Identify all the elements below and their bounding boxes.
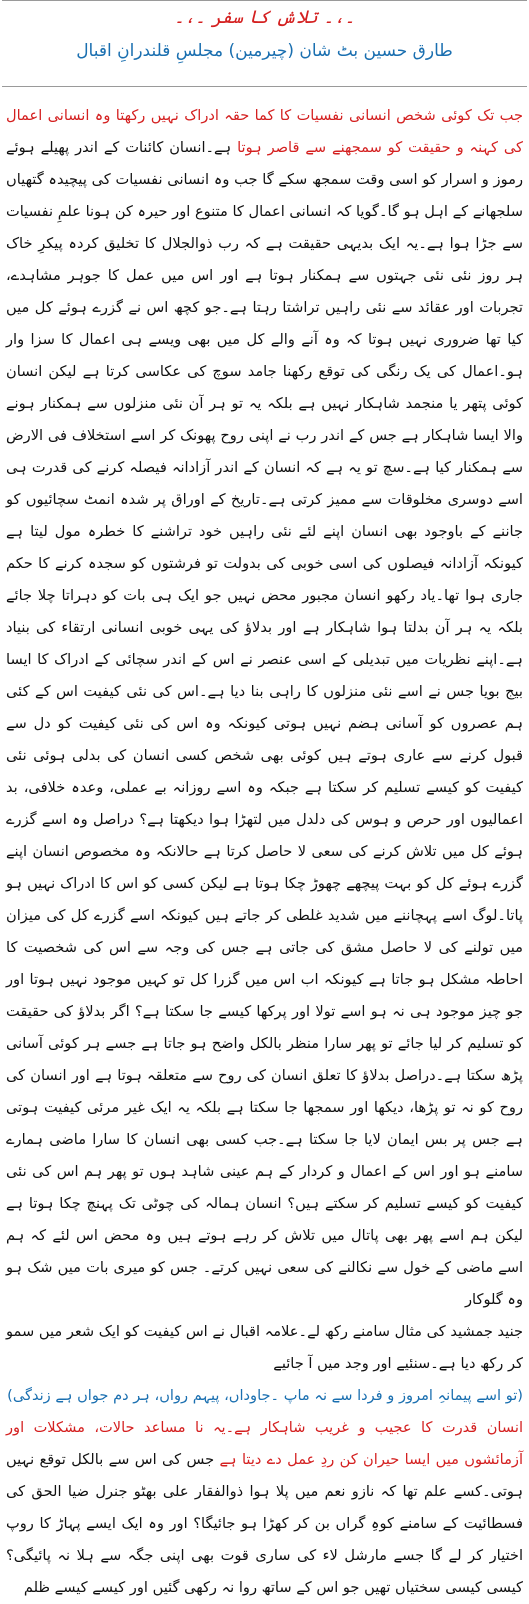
paragraph-2 [6, 1316, 523, 1380]
paragraph-3-text: جس کی اس سے بالکل توقع نہیں ہوتی۔کسے علم تھا کہ نازو نعم میں پلا ہوا ذوالفقار علی بھٹو جنرل ضیا الحق کی فسطائیت کے سامنے کوہِ گراں بن کر کھڑا ہو جائیگا؟ اور وہ ایک ایسے پہاڑ کا روپ اختیار کر لے گا جسے مارشل لاء کی ساری قوت بھی اپنی جگہ سے ہلا نہ پائیگی؟ کیسی کیسی سختیاں تھیں جو اس کے ساتھ روا نہ رکھی گئیں اور کیسے کیسے ظلم [6, 1451, 523, 1596]
paragraph-1 [6, 100, 523, 1316]
verse-text-blue: (تو اسے پیمانہِ امروز و فردا سے نہ ماپ ۔جاوداں، پیہم رواں، ہر دم جواں ہے زندگی) [7, 1387, 523, 1404]
header-divider [2, 86, 527, 87]
author-byline: طارق حسین بٹ شان (چیرمین) مجلسِ قلندرانِ اقبال [76, 41, 453, 61]
paragraph-1-text: ہے۔انسان کائنات کے اندر پھیلے ہوئے رموز و اسرار کو اسی وقت سمجھ سکے گا جب وہ انسانی نفسیات کی پیچیدہ گتھیاں سلجھانے کے اہل ہو گا۔گویا کہ انسانی اعمال کا متنوع اور حیرہ کن ہونا علمِ نفسیات سے جڑا ہوا ہے۔یہ ایک بدیہی حقیقت ہے کہ رب ذوالجلال کا تخلیق کردہ پیکرِ خاک ہر روز نئی نئی جہتوں سے ہمکنار ہوتا ہے اور اس میں عمل کا جوہر مشاہدے، تجربات اور عقائد سے نئی راہیں تراشتا رہتا ہے۔جو کچھ اس نے گزرے ہوئے کل میں کیا تھا ضروری نہیں ہوتا کہ وہ آنے والے کل میں بھی ویسے ہی اعمال کا سزا وار ہو۔اعمال کی یک رنگی کی توقع رکھنا جامد سوچ کی عکاسی کرتا ہے لیکن انسان کوئی پتھر یا منجمد شاہکار نہیں ہے بلکہ یہ تو ہر آن نئی منزلوں سے ہمکنار ہونے والا ایسا شاہکار ہے جس کے اندر رب نے اپنی روح پھونک کر اسے استخلاف فی الارض سے ہمکنار کیا ہے۔سچ تو یہ ہے کہ انسان کے اندر آزادانہ فیصلہ کرنے کی قدرت ہی اسے دوسری مخلوقات سے ممیز کرتی ہے۔تاریخ کے اوراق پر شدہ انمٹ سچائیوں کو جاننے کے باوجود بھی انسان اپنے لئے نئی راہیں خود تراشنے کا خطرہ مول لیتا ہے کیونکہ آزادانہ فیصلوں کی اسی خوبی کی بدولت تو فرشتوں کو سجدہ کرنے کا حکم جاری ہوا تھا۔یاد رکھو انسان مجبور محض نہیں جو ایک ہی بات کو دہراتا چلا جائے بلکہ یہ ہر آن بدلتا ہوا شاہکار ہے اور بدلاؤ کی یہی خوبی انسانی ارتقاء کی بنیاد ہے۔اپنے نظریات میں تبدیلی کے اسی عنصر نے اس کے اندر سچائی کے ادراک کا ایسا بیج بویا جس نے اسے نئی منزلوں کا راہی بنا دیا ہے۔اس کی نئی کیفیت اس کے کئی ہم عصروں کو آسانی ہضم نہیں ہوتی کیونکہ وہ اس کی نئی کیفیت کو دل سے قبول کرنے سے عاری ہوتے ہیں کوئی بھی شخص کسی انسان کی بدلی ہوئی نئی کیفیت کو کیسے تسلیم کر سکتا ہے جبکہ وہ اسے روزانہ بے عملی، وعدہ خلافی، بد اعمالیوں اور حرص و ہوس کی دلدل میں لتھڑا ہوا دیکھتا ہے؟ دراصل وہ اسے گزرے ہوئے کل میں تلاش کرنے کی سعی لا حاصل کرتا ہے حالانکہ وہ مخصوص انسان اپنے گزرے ہوئے کل کو بہت پیچھے چھوڑ چکا ہوتا ہے لیکن کسی کو اس کا ادراک نہیں ہو پاتا۔لوگ اسے پہچاننے میں شدید غلطی کر جاتے ہیں کیونکہ اسے گزرے کل کی میزان میں تولنے کی لا حاصل مشق کی جاتی ہے جس کی وجہ سے اس کی شخصیت کا احاطہ مشکل ہو جاتا ہے کیونکہ اب اس میں گزرا کل تو کہیں موجود نہیں ہوتا اور جو چیز موجود ہی نہ ہو اسے تولا اور پرکھا کیسے جا سکتا ہے؟ اگر بدلاؤ کی حقیقت کو تسلیم کر لیا جائے تو پھر سارا منظر بالکل واضح ہو جاتا ہے جسے ہر کوئی آسانی پڑھ سکتا ہے۔دراصل بدلاؤ کا تعلق انسان کی روح سے متعلقہ ہوتا ہے اور انسان کی روح کو نہ تو پڑھا، دیکھا اور سمجھا جا سکتا ہے بلکہ یہ ایک غیر مرئی کیفیت ہوتی ہے جس پر بس ایمان لایا جا سکتا ہے۔جب کسی بھی انسان کا سارا ماضی ہمارے سامنے ہو اور اس کے اعمال و کردار کے ہم عینی شاہد ہوں تو پھر ہم اس کی نئی کیفیت کو کیسے تسلیم کر سکتے ہیں؟ انسان ہمالہ کی چوٹی تک پہنچ چکا ہوتا ہے لیکن ہم اسے پھر بھی پاتال میں تلاش کر رہے ہوتے ہیں وہ محض اس لئے کہ ہم اسے ماضی کے خول سے نکالنے کی سعی نہیں کرتے۔ [6, 139, 523, 1276]
top-divider [2, 0, 527, 1]
paragraph-3 [6, 1412, 523, 1604]
iqbal-verse [6, 1380, 523, 1412]
article-body [6, 100, 524, 1596]
verse-intro: جس کو میری بات میں شک ہو وہ گلوکار [6, 1259, 523, 1308]
lead-sentence-red-2: انسان قدرت کا عجیب و غریب شاہکار ہے۔یہ نا مساعد حالات، مشکلات اور آزمائشوں میں ایسا حیران کن ردِ عمل دے دیتا ہے [6, 1419, 524, 1468]
paragraph-2-text: جنید جمشید کی مثال سامنے رکھ لے۔علامہ اقبال نے اس کیفیت کو ایک شعر میں سمو کر رکھ دیا ہے۔سنئیے اور وجد میں آ جائیے [6, 1323, 523, 1372]
article-title: ۔،۔ تلاش کا سفر ۔،۔ [173, 7, 356, 28]
lead-sentence-red: جب تک کوئی شخص انسانی نفسیات کا کما حقہ ادراک نہیں رکھتا وہ انسانی اعمال کی کہنہ و حقیقت کو سمجھنے سے قاصر ہوتا [6, 107, 523, 156]
